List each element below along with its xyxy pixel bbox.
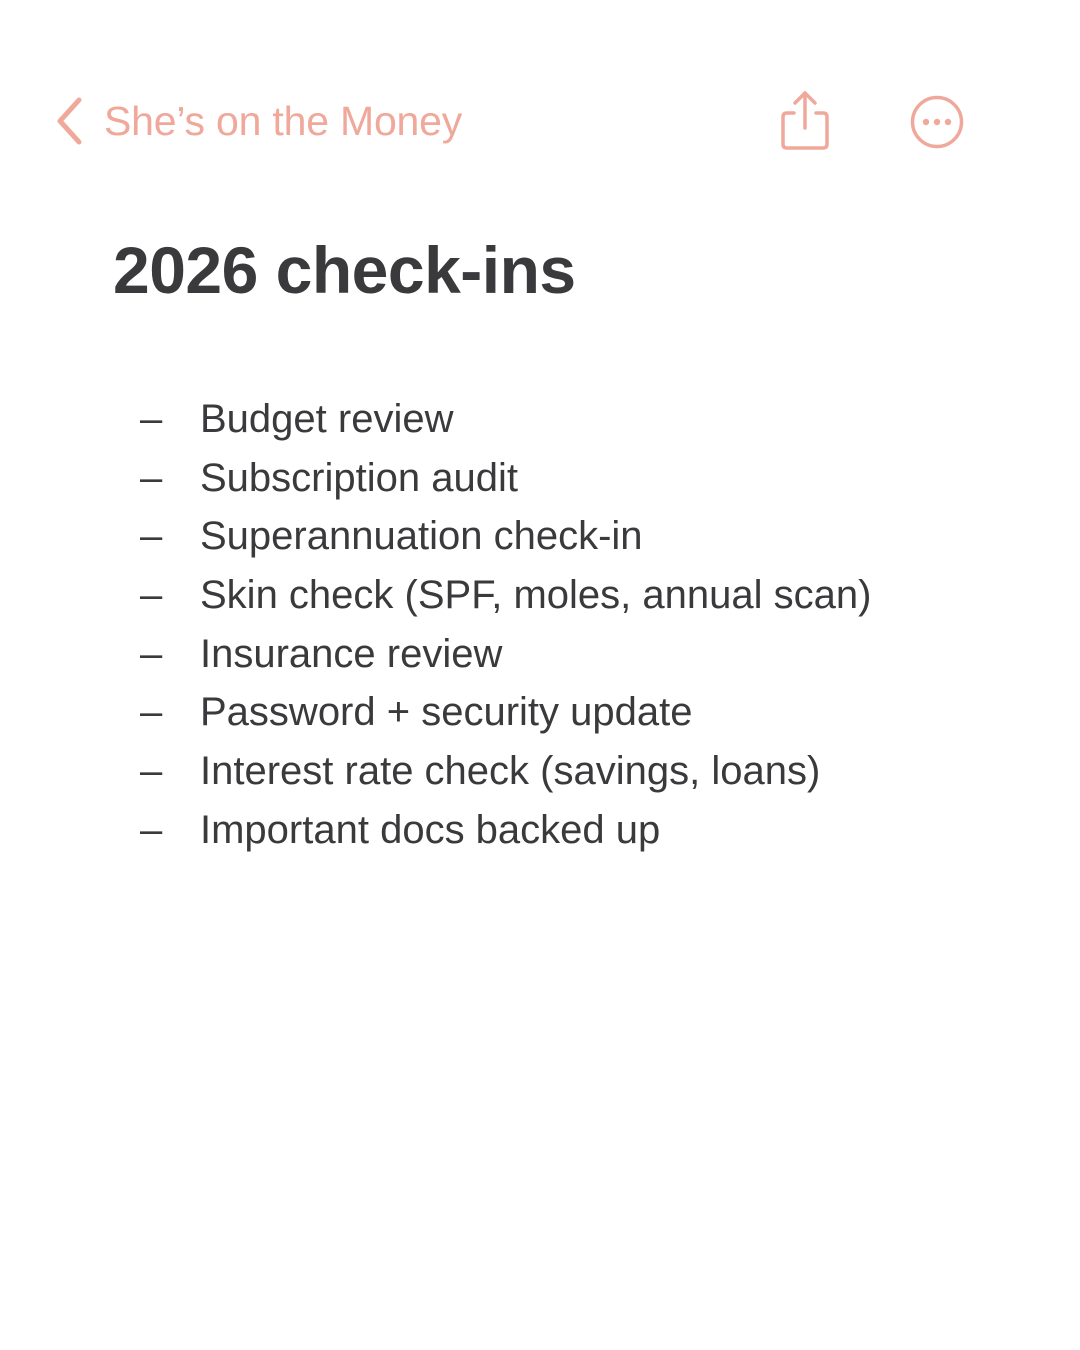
dash-bullet: – [140,690,163,735]
list-item [140,625,871,684]
list-item [140,683,871,742]
dash-bullet: – [140,514,163,559]
ellipsis-circle-icon [906,142,968,159]
list-item-text: Superannuation check-in [200,514,643,559]
list-item [140,742,871,801]
list-item-text: Insurance review [200,631,503,676]
navigation-bar [0,0,1080,200]
list-item [140,566,871,625]
list-item-text: Budget review [200,396,454,441]
list-item [140,507,871,566]
back-button-label: She’s on the Money [104,97,463,144]
list-item-text: Password + security update [200,690,693,735]
list-item [140,449,871,508]
dash-bullet: – [140,396,163,441]
dash-bullet: – [140,572,163,617]
list-item-text: Subscription audit [200,455,518,500]
back-button[interactable] [52,88,462,154]
note-list[interactable] [140,390,871,860]
chevron-left-icon [52,96,86,146]
note-title[interactable]: 2026 check-ins [113,233,576,307]
list-item-text: Interest rate check (savings, loans) [200,748,821,793]
dash-bullet: – [140,748,163,793]
list-item [140,801,871,860]
list-item-text: Skin check (SPF, moles, annual scan) [200,572,872,617]
more-options-button[interactable] [906,93,968,155]
list-item-text: Important docs backed up [200,807,661,852]
dash-bullet: – [140,631,163,676]
share-button[interactable] [774,88,836,154]
share-icon [774,141,836,158]
dash-bullet: – [140,455,163,500]
list-item [140,390,871,449]
dash-bullet: – [140,807,163,852]
